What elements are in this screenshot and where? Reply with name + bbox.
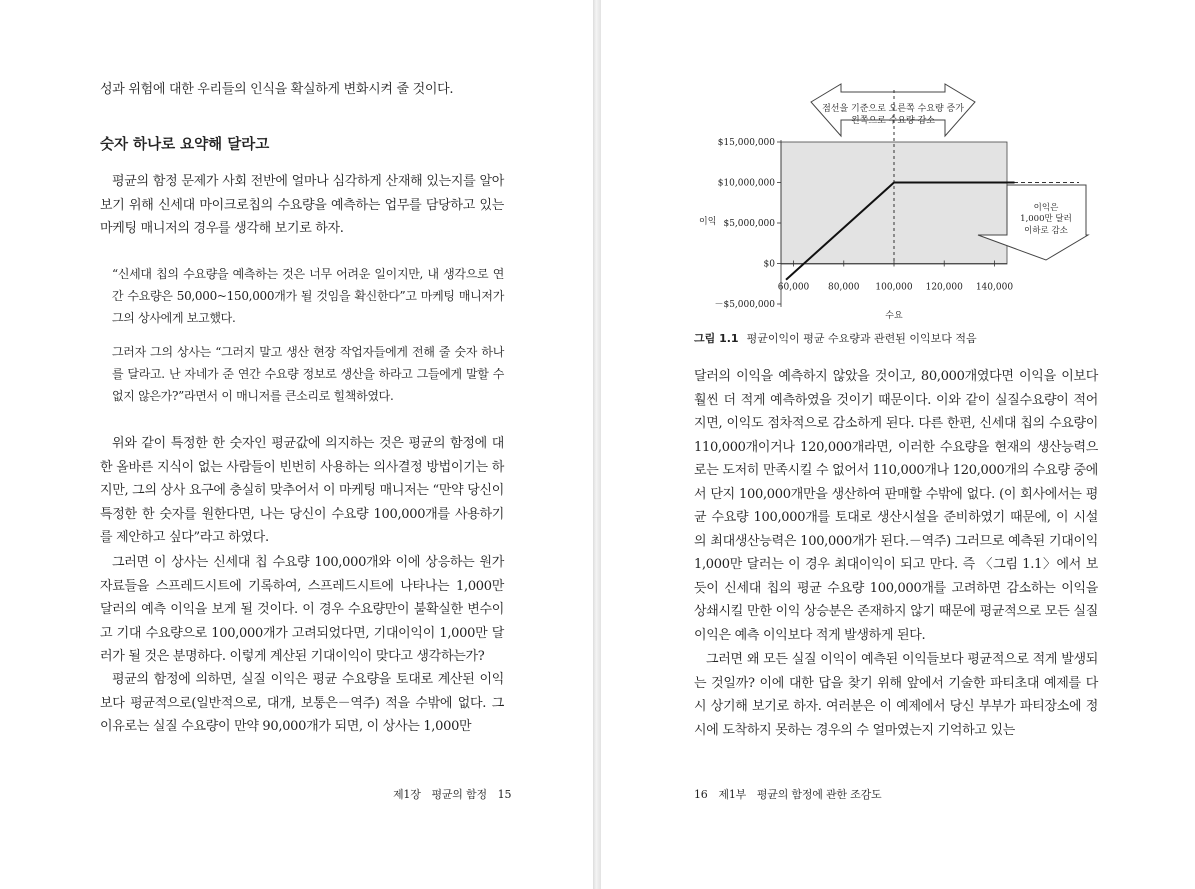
y-tick-label: $15,000,000: [717, 138, 775, 148]
quote-block: “신세대 칩의 수요량을 예측하는 것은 너무 어려운 일이지만, 내 생각으로 연간 수요량은 50,000~150,000개가 될 것임을 확신한다”고 마케팅 매니저가 그의 상사에게 보고했다.: [112, 267, 504, 325]
y-tick-label: $5,000,000: [723, 219, 775, 229]
quote-block: 그러자 그의 상사는 “그러지 말고 생산 현장 작업자들에게 전해 줄 숫자 하나를 달라고. 난 자네가 준 연간 수요량 정보로 생산을 하라고 그들에게 말할 수 없지 않은가?”라면서 이 매니저를 큰소리로 힐책하였다.: [112, 345, 504, 403]
top-arrow-text: 점선을 기준으로 오른쪽 수요량 증가: [822, 104, 964, 114]
page-gutter: [593, 0, 601, 889]
plot-area: [781, 142, 1007, 264]
figure-chart: [696, 82, 1176, 321]
x-tick-label: 120,000: [925, 282, 963, 293]
paragraph: 위와 같이 특정한 한 숫자인 평균값에 의지하는 것은 평균의 함정에 대한 올바른 지식이 없는 사람들이 빈번히 사용하는 의사결정 방법이기는 하지만, 그의 상사 요구에 충실히 맞추어서 이 마케팅 매니저는 “만약 당신이 특정한 한 숫자를 원한다면, 나는 당신이 수요량 100,000개를 사용하기를 제안하고 싶다”라고 하였다.: [100, 436, 504, 545]
x-tick-label: 100,000: [875, 282, 913, 293]
y-tick-label: $0: [763, 259, 775, 270]
x-tick-label: 140,000: [975, 282, 1014, 293]
x-tick-label: 80,000: [828, 282, 860, 293]
paragraph: 평균의 함정 문제가 사회 전반에 얼마나 심각하게 산재해 있는지를 알아보기 위해 신세대 마이크로칩의 수요량을 예측하는 업무를 담당하고 있는 마케팅 매니저의 경우를 생각해 보기로 하자.: [100, 174, 504, 236]
y-tick-label: －$5,000,000: [714, 300, 775, 310]
y-axis-label: 이익: [699, 217, 717, 227]
paragraph: 그러면 왜 모든 실질 이익이 예측된 이익들보다 평균적으로 적게 발생되는 것일까? 이에 대한 답을 찾기 위해 앞에서 기술한 파티초대 예제를 다시 상기해 보기로 하자. 여러분은 이 예제에서 당신 부부가 파티장소에 정시에 도착하지 못하는 경우의 수 얼마였는지 기억하고 있는: [694, 652, 1098, 738]
right-arrow-text: 1,000만 달러: [1020, 214, 1072, 224]
x-axis-label: 수요: [885, 311, 903, 321]
page-footer: 제1장 평균의 함정 15: [393, 788, 512, 801]
top-arrow-text: 왼쪽으로 수요량 감소: [851, 116, 935, 126]
y-tick-label: $10,000,000: [717, 178, 775, 189]
page-footer: 16 제1부 평균의 함정에 관한 조감도: [694, 788, 882, 801]
right-arrow-text: 이하로 감소: [1024, 226, 1068, 236]
section-title: 숫자 하나로 요약해 달라고: [100, 137, 270, 153]
figure-caption: [694, 330, 977, 346]
caption-text: 평균이익이 평균 수요량과 관련된 이익보다 적음: [746, 332, 977, 345]
paragraph: 달러의 이익을 예측하지 않았을 것이고, 80,000개였다면 이익을 이보다 훨씬 더 적게 예측하였을 것이기 때문이다. 이와 같이 실질수요량이 적어지면, 이익도 점차적으로 감소하게 된다. 다른 한편, 신세대 칩의 수요량이 110,000개이거나 120,000개라면, 이러한 수요량을 현재의 생산능력으로는 도저히 만족시킬 수 없어서 110,000개나 120,000개의 수요량 중에서 단지 100,000개만을 생산하여 판매할 수밖에 없다. (이 회사에서는 평균 수요량 100,000개를 토대로 생산시설을 준비하였기 때문에, 이 시설의 최대생산능력은 100,000개가 된다.－역주) 그러므로 예측된 기대이익 1,000만 달러는 이 경우 최대이익이 되고 만다. 즉 〈그림 1.1〉에서 보듯이 신세대 칩의 평균 수요량 100,000개를 고려하면 감소하는 이익을 상쇄시킬 만한 이익 상승분은 존재하지 않기 때문에 평균적으로 모든 실질 이익은 예측 이익보다 적게 발생하게 된다.: [694, 369, 1098, 643]
x-tick-label: 60,000: [777, 282, 810, 293]
left-page: [0, 0, 593, 889]
right-arrow-text: 이익은: [1033, 203, 1059, 213]
right-page: [601, 0, 1195, 889]
paragraph: 그러면 이 상사는 신세대 칩 수요량 100,000개와 이에 상응하는 원가 자료들을 스프레드시트에 기록하여, 스프레드시트에 나타나는 1,000만 달러의 예측 이익을 보게 될 것이다. 이 경우 수요량만이 불확실한 변수이고 기대 수요량으로 100,000개가 고려되었다면, 기대이익이 1,000만 달러가 될 것은 분명하다. 이렇게 계산된 기대이익이 맞다고 생각하는가?: [100, 555, 504, 664]
paragraph: 평균의 함정에 의하면, 실질 이익은 평균 수요량을 토대로 계산된 이익보다 평균적으로(일반적으로, 대개, 보통은－역주) 적을 수밖에 없다. 그 이유로는 실질 수요량이 만약 90,000개가 되면, 이 상사는 1,000만: [100, 672, 504, 734]
caption-number: 그림 1.1: [694, 332, 739, 345]
intro-line: 성과 위험에 대한 우리들의 인식을 확실하게 변화시켜 줄 것이다.: [100, 82, 454, 97]
